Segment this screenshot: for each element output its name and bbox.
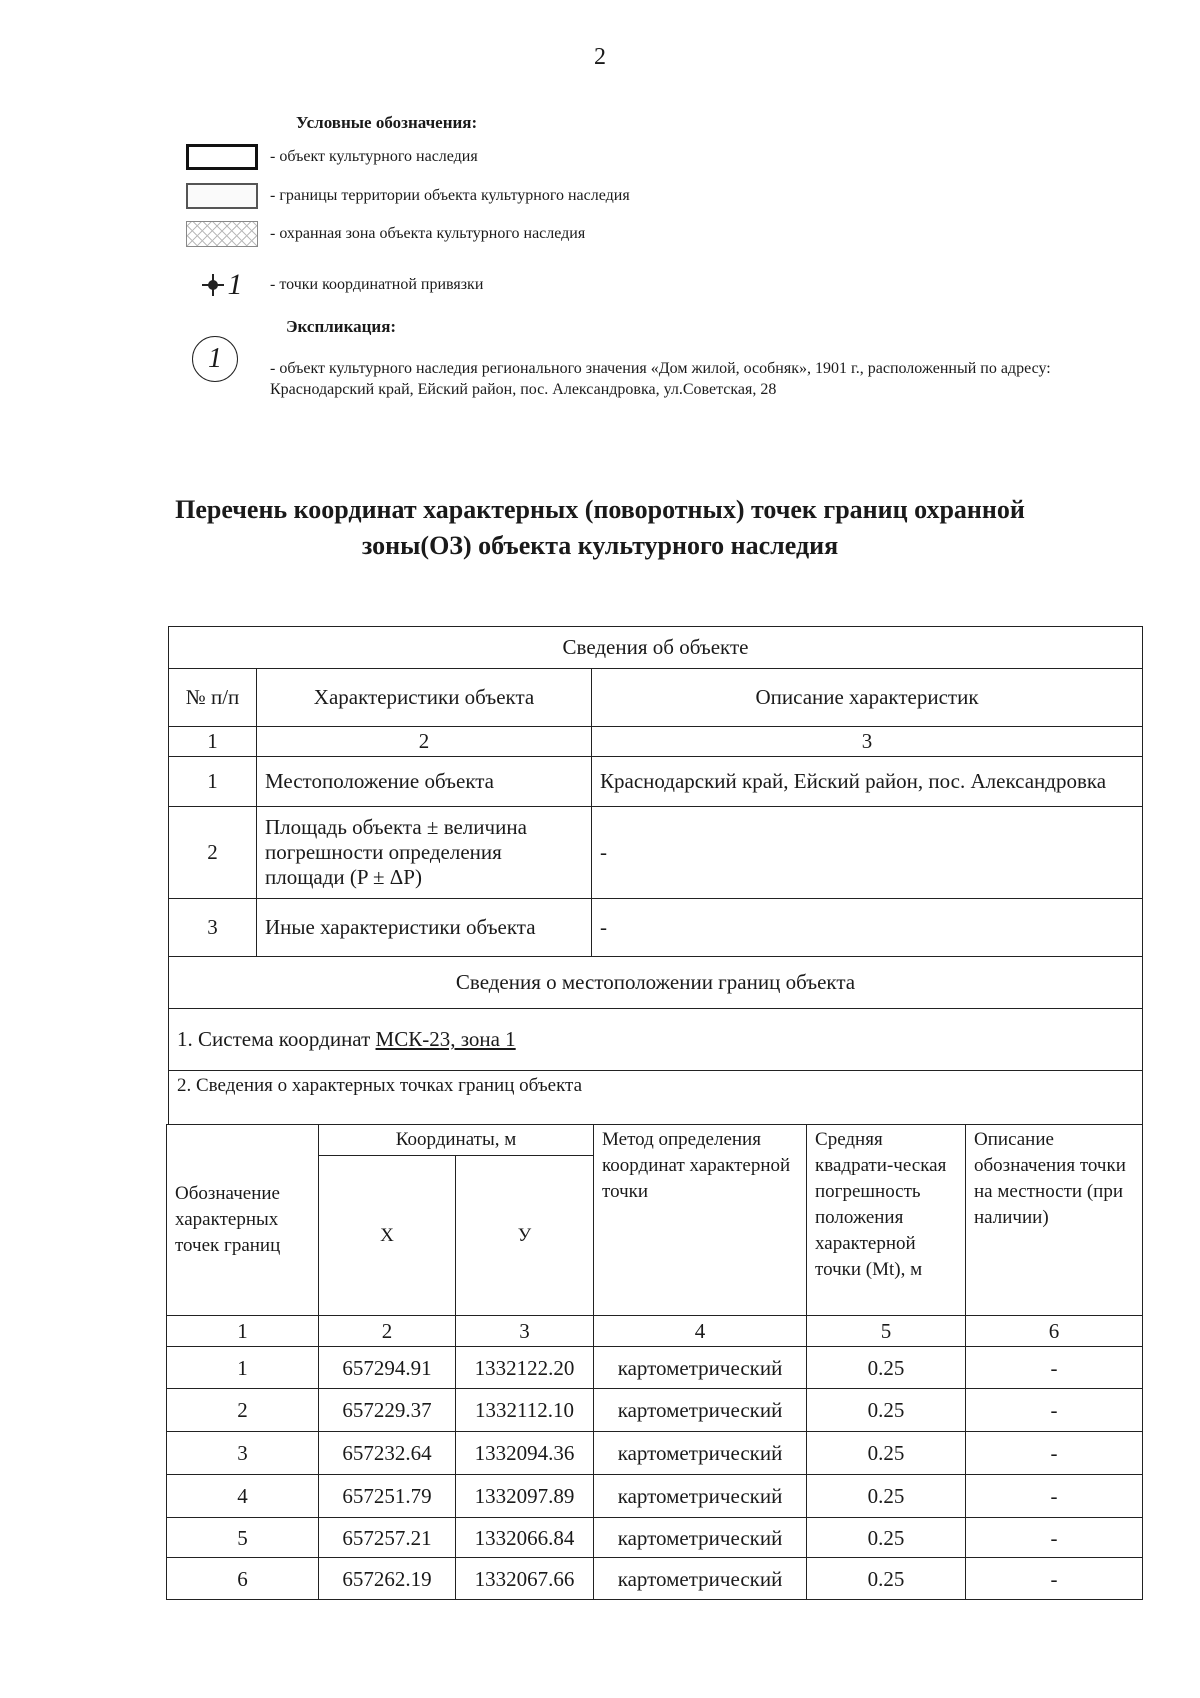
crosshair-point-icon xyxy=(202,274,224,296)
coordinate-system-cell xyxy=(169,1009,1143,1071)
characteristic-cell: Иные характеристики объекта xyxy=(257,899,592,957)
explication-title: Экспликация: xyxy=(286,317,397,336)
table-row xyxy=(167,1518,1143,1558)
table-row xyxy=(169,757,1143,807)
method-header: Метод определения координат характерной точки xyxy=(594,1125,807,1316)
object-info-caption: Сведения об объекте xyxy=(169,627,1143,669)
method-cell: картометрический xyxy=(594,1475,807,1518)
legend-item-protection-zone xyxy=(186,219,585,249)
y-cell: 1332097.89 xyxy=(456,1475,594,1518)
designation-header: Обозначение характерных точек границ xyxy=(167,1125,319,1316)
table-row xyxy=(167,1558,1143,1600)
explication-marker-number: 1 xyxy=(208,343,222,374)
error-cell: 0.25 xyxy=(807,1558,966,1600)
table-row xyxy=(167,1347,1143,1389)
error-cell: 0.25 xyxy=(807,1475,966,1518)
border-symbol-icon xyxy=(186,183,258,209)
reference-point-symbol xyxy=(186,270,258,300)
y-cell: 1332067.66 xyxy=(456,1558,594,1600)
numbering-cell: 3 xyxy=(456,1316,594,1347)
numbering-cell: 1 xyxy=(169,727,257,757)
coordinates-header: Координаты, м xyxy=(319,1125,594,1156)
points-table xyxy=(166,1124,1143,1600)
table-row xyxy=(169,899,1143,957)
point-cell: 6 xyxy=(167,1558,319,1600)
description-cell: - xyxy=(592,807,1143,899)
desc-cell: - xyxy=(966,1432,1143,1475)
table-row xyxy=(167,1389,1143,1432)
numbering-cell: 2 xyxy=(257,727,592,757)
x-cell: 657294.91 xyxy=(319,1347,456,1389)
legend-item-label: - границы территории объекта культурного наследия xyxy=(270,187,630,204)
method-cell: картометрический xyxy=(594,1347,807,1389)
document-title-line: Перечень координат характерных (поворотных) точек границ охранной xyxy=(175,495,1025,524)
error-cell: 0.25 xyxy=(807,1389,966,1432)
legend-item-territory-border xyxy=(186,181,630,211)
location-caption: Сведения о местоположении границ объекта xyxy=(169,957,1143,1009)
legend-item-object xyxy=(186,142,478,172)
error-cell: 0.25 xyxy=(807,1347,966,1389)
x-header: X xyxy=(319,1156,456,1316)
numbering-cell: 1 xyxy=(167,1316,319,1347)
legend-item-reference-points xyxy=(186,270,483,300)
numbering-cell: 3 xyxy=(592,727,1143,757)
desc-cell: - xyxy=(966,1518,1143,1558)
point-cell: 4 xyxy=(167,1475,319,1518)
characteristic-cell: Местоположение объекта xyxy=(257,757,592,807)
x-cell: 657257.21 xyxy=(319,1518,456,1558)
point-cell: 2 xyxy=(167,1389,319,1432)
header-cell: № п/п xyxy=(169,669,257,727)
x-cell: 657251.79 xyxy=(319,1475,456,1518)
row-number-cell: 2 xyxy=(169,807,257,899)
point-cell: 1 xyxy=(167,1347,319,1389)
explication-text: - объект культурного наследия регионального значения «Дом жилой, особняк», 1901 г., расположенный по адресу: Краснодарский край, Ейский район, пос. Александровка, ул.Советская, 28 xyxy=(270,360,1051,398)
x-cell: 657262.19 xyxy=(319,1558,456,1600)
x-cell: 657232.64 xyxy=(319,1432,456,1475)
desc-cell: - xyxy=(966,1347,1143,1389)
point-cell: 3 xyxy=(167,1432,319,1475)
method-cell: картометрический xyxy=(594,1518,807,1558)
y-cell: 1332112.10 xyxy=(456,1389,594,1432)
row-number-cell: 3 xyxy=(169,899,257,957)
x-cell: 657229.37 xyxy=(319,1389,456,1432)
error-cell: 0.25 xyxy=(807,1432,966,1475)
description-header: Описание обозначения точки на местности (при наличии) xyxy=(966,1125,1143,1316)
table-row xyxy=(167,1432,1143,1475)
hatched-zone-symbol-icon xyxy=(186,221,258,247)
legend-item-label: - охранная зона объекта культурного наследия xyxy=(270,225,586,242)
object-info-table xyxy=(168,626,1143,1125)
explication-circle-marker xyxy=(192,336,238,382)
coordinate-system-value: МСК-23, зона 1 xyxy=(375,1027,516,1051)
legend-title: Условные обозначения: xyxy=(296,113,478,132)
method-cell: картометрический xyxy=(594,1432,807,1475)
y-header: У xyxy=(456,1156,594,1316)
description-cell: - xyxy=(592,899,1143,957)
error-cell: 0.25 xyxy=(807,1518,966,1558)
table-row xyxy=(169,807,1143,899)
method-cell: картометрический xyxy=(594,1558,807,1600)
numbering-cell: 4 xyxy=(594,1316,807,1347)
row-number-cell: 1 xyxy=(169,757,257,807)
y-cell: 1332122.20 xyxy=(456,1347,594,1389)
legend-item-label: - объект культурного наследия xyxy=(270,148,478,165)
method-cell: картометрический xyxy=(594,1389,807,1432)
point-cell: 5 xyxy=(167,1518,319,1558)
numbering-cell: 2 xyxy=(319,1316,456,1347)
description-cell: Краснодарский край, Ейский район, пос. Александровка xyxy=(592,757,1143,807)
document-title-line: зоны(ОЗ) объекта культурного наследия xyxy=(361,531,839,560)
characteristic-cell: Площадь объекта ± величина погрешности определения площади (P ± ΔP) xyxy=(257,807,592,899)
desc-cell: - xyxy=(966,1475,1143,1518)
y-cell: 1332094.36 xyxy=(456,1432,594,1475)
header-cell: Описание характеристик xyxy=(592,669,1143,727)
numbering-cell: 5 xyxy=(807,1316,966,1347)
reference-point-number: 1 xyxy=(227,268,243,301)
page-number: 2 xyxy=(594,44,606,70)
points-caption: 2. Сведения о характерных точках границ объекта xyxy=(169,1071,1143,1125)
y-cell: 1332066.84 xyxy=(456,1518,594,1558)
desc-cell: - xyxy=(966,1389,1143,1432)
error-header: Средняя квадрати-ческая погрешность положения характерной точки (Mt), м xyxy=(807,1125,966,1316)
header-cell: Характеристики объекта xyxy=(257,669,592,727)
coordinate-system-label: 1. Система координат xyxy=(177,1027,376,1051)
legend-item-label: - точки координатной привязки xyxy=(270,276,484,293)
document-title xyxy=(150,492,1050,564)
object-symbol-icon xyxy=(186,144,258,170)
numbering-cell: 6 xyxy=(966,1316,1143,1347)
desc-cell: - xyxy=(966,1558,1143,1600)
table-row xyxy=(167,1475,1143,1518)
